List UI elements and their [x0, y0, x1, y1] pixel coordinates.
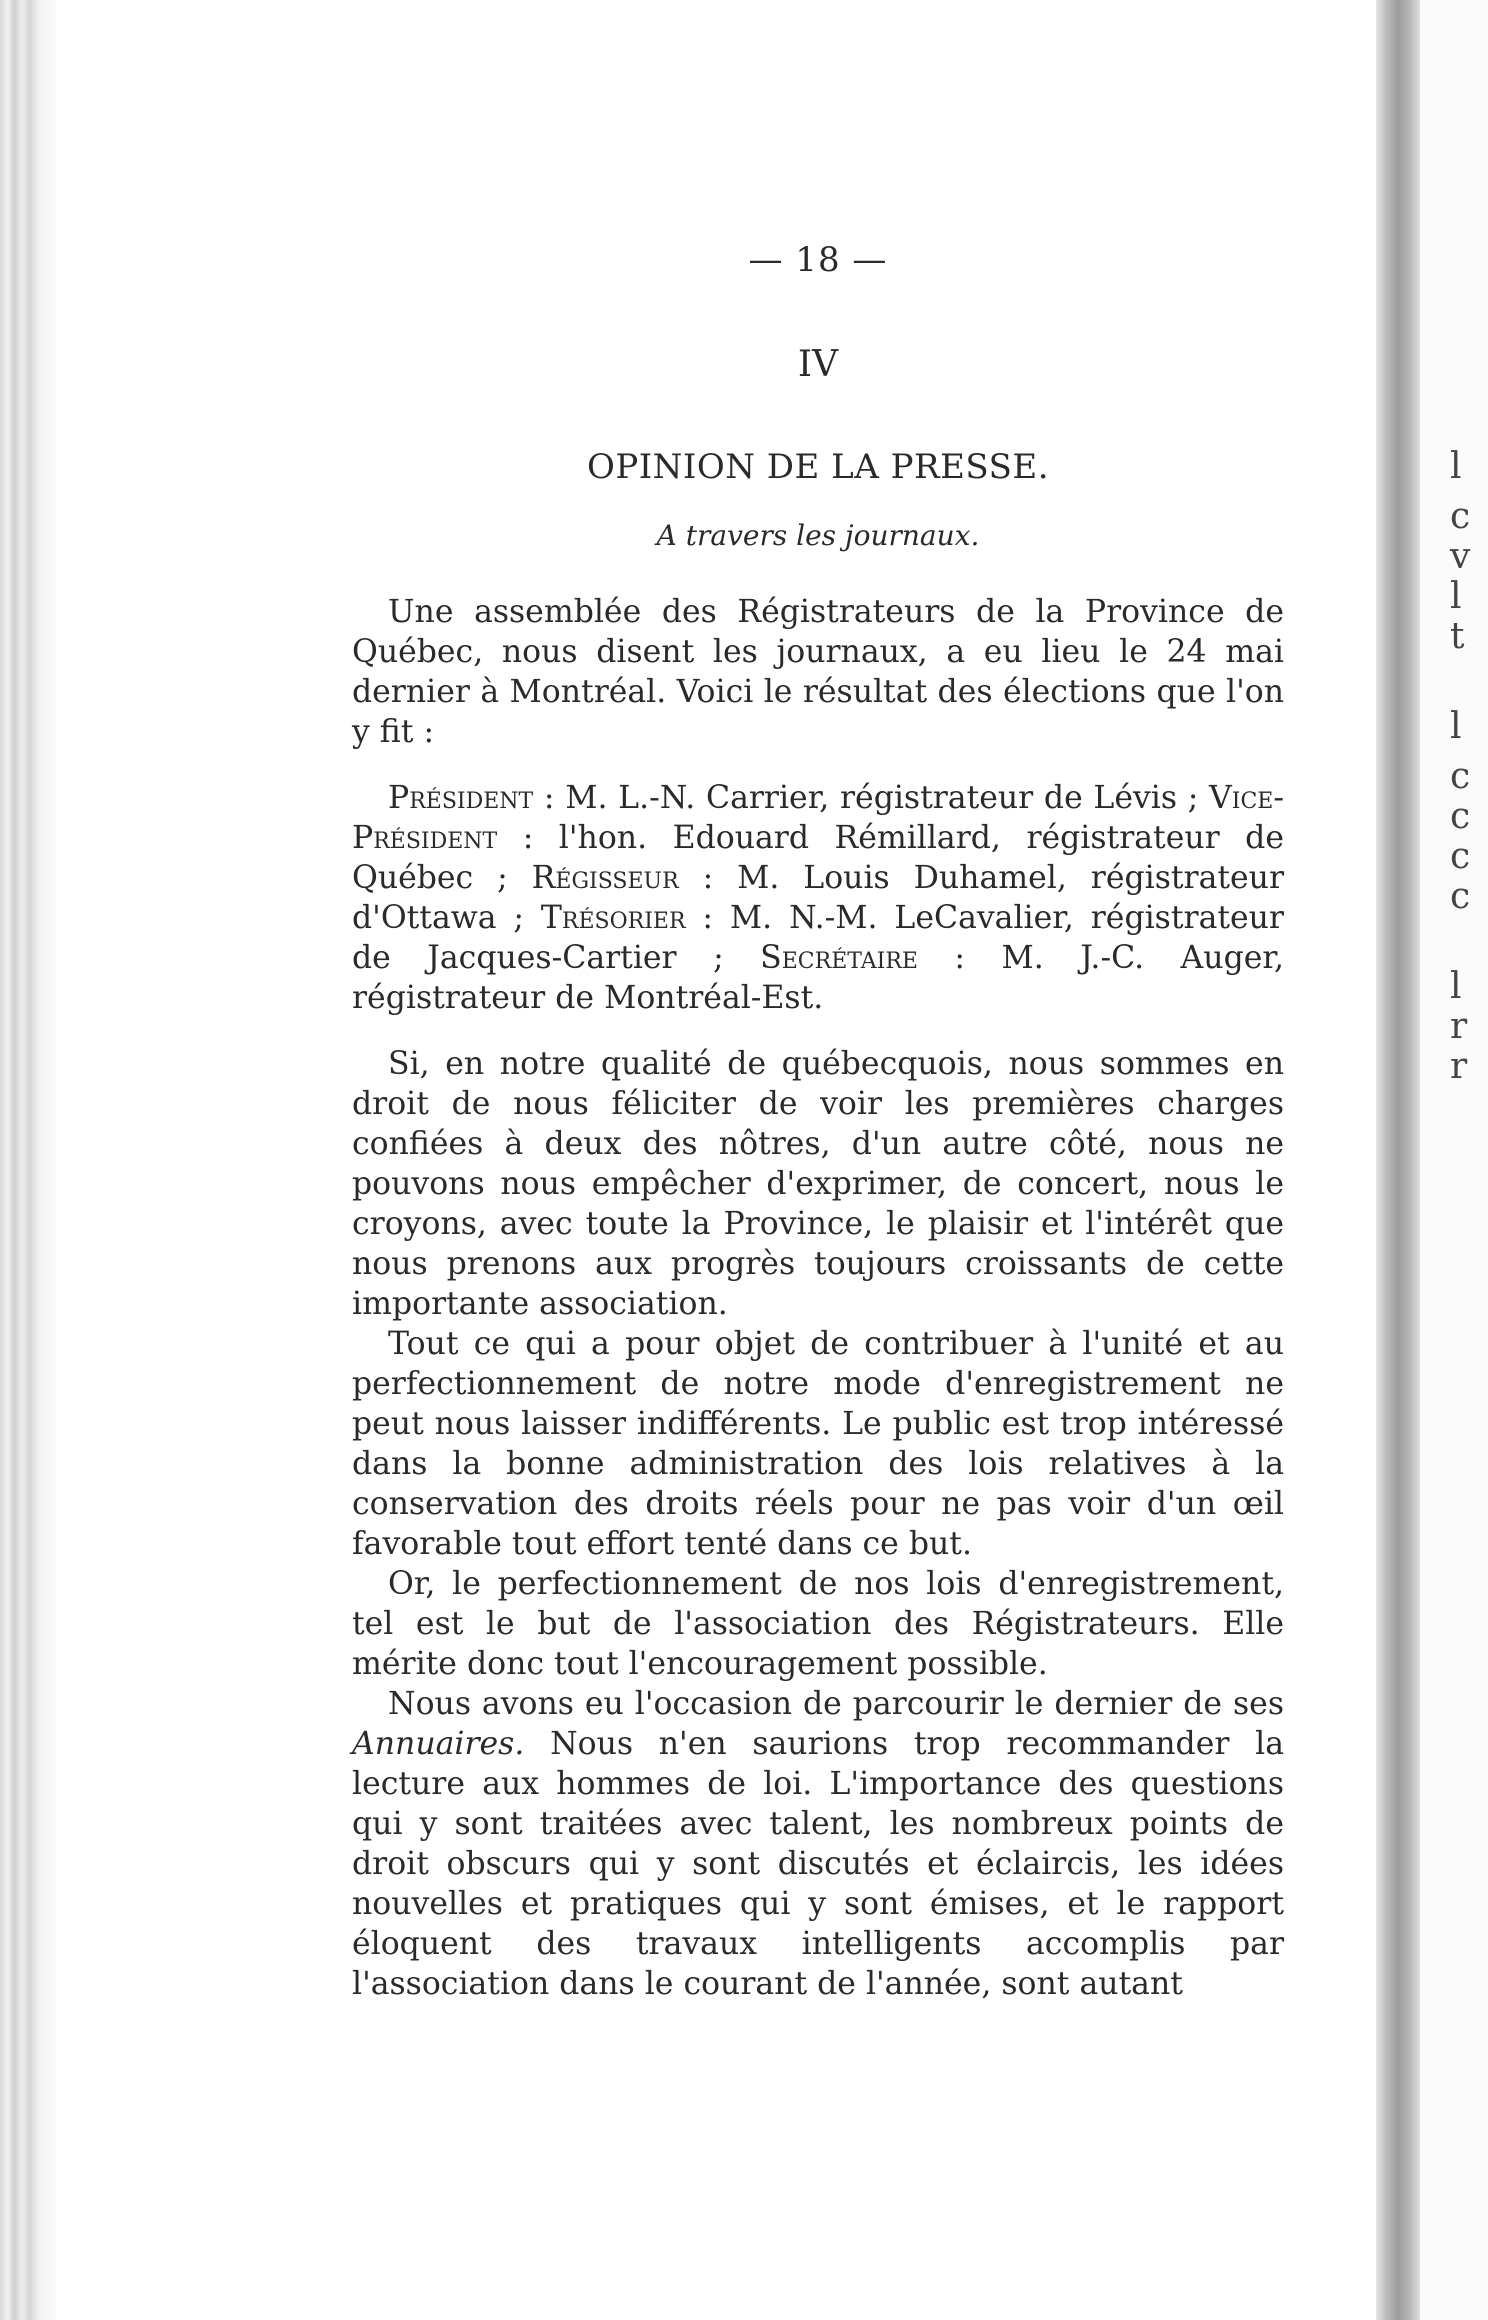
- officer-label-vice-president: Vice-Président: [352, 780, 1284, 856]
- officer-text-vice-president: : l'hon. Edouard Rémillard, régistrateur de Québec ;: [352, 820, 1284, 896]
- section-title: OPINION DE LA PRESSE.: [586, 447, 1050, 487]
- officer-label-regisseur: Régisseur: [531, 860, 679, 896]
- facing-page-letter: l: [1450, 706, 1462, 747]
- officer-text-regisseur: : M. Louis Duhamel, régistrateur d'Ottawa ;: [352, 860, 1285, 936]
- facing-page-letter: r: [1450, 1046, 1468, 1087]
- facing-page-letter: l: [1450, 966, 1462, 1007]
- paragraph-perfectionnement: Or, le perfectionnement de nos lois d'enregistrement, tel est le but de l'association des Régistrateurs. Elle mérite donc tout l'encouragement possible.: [352, 1566, 1284, 1682]
- page-number: — 18 —: [748, 240, 888, 280]
- paragraph-annuaires: [352, 1684, 1284, 2004]
- facing-page-letter: r: [1450, 1006, 1468, 1047]
- facing-page-letter: l: [1450, 576, 1462, 617]
- facing-page-letter: v: [1450, 536, 1471, 577]
- facing-page-edge: [1420, 0, 1488, 2320]
- chapter-number: IV: [797, 344, 839, 385]
- officer-label-president: Président: [388, 780, 534, 816]
- facing-page-letter: c: [1450, 496, 1471, 537]
- facing-page-letter: c: [1450, 876, 1471, 917]
- annuaires-text-start: Nous avons eu l'occasion de parcourir le dernier de ses: [388, 1686, 1284, 1722]
- left-binding-edge: [0, 0, 56, 2320]
- annuaires-italic-title: Annuaires.: [352, 1726, 525, 1762]
- facing-page-letter: t: [1450, 616, 1465, 657]
- section-subtitle: A travers les journaux.: [656, 519, 980, 552]
- paragraph-officers: [352, 778, 1284, 1018]
- officer-text-president: : M. L.-N. Carrier, régistrateur de Lévis ;: [533, 780, 1210, 816]
- paragraph-unite: Tout ce qui a pour objet de contribuer à l'unité et au perfectionnement de notre mode d'enregistrement ne peut nous laisser indifférents. Le public est trop intéressé dans la bonne administration des lois relatives à la conservation des droits réels pour ne pas voir d'un œil favorable tout effort tenté dans ce but.: [352, 1326, 1284, 1562]
- facing-page-letter: c: [1450, 796, 1471, 837]
- page-text-block: [352, 240, 1284, 2004]
- facing-page-letter: c: [1450, 836, 1471, 877]
- paragraph-quebecquois: Si, en notre qualité de québecquois, nous sommes en droit de nous féliciter de voir les premières charges confiées à deux des nôtres, d'un autre côté, nous ne pouvons nous empêcher d'exprimer, de concert, nous le croyons, avec toute la Province, le plaisir et l'intérêt que nous prenons aux progrès toujours croissants de cette importante association.: [352, 1046, 1284, 1322]
- officer-text-tresorier: : M. N.-M. LeCavalier, régistrateur de Jacques-Cartier ;: [352, 900, 1284, 976]
- officer-text-secretaire: : M. J.-C. Auger, régistrateur de Montréal-Est.: [352, 940, 1285, 1016]
- right-gutter-shadow: [1376, 0, 1420, 2320]
- officer-label-secretaire: Secrétaire: [760, 940, 918, 976]
- facing-page-letter: l: [1450, 446, 1462, 487]
- officer-label-tresorier: Trésorier: [540, 900, 686, 936]
- annuaires-text-end: Nous n'en saurions trop recommander la lecture aux hommes de loi. L'importance des questions qui y sont traitées avec talent, les nombreux points de droit obscurs qui y sont discutés et éclaircis, les idées nouvelles et pratiques qui y sont émises, et le rapport éloquent des travaux intelligents accomplis par l'association dans le courant de l'année, sont autant: [352, 1726, 1284, 2002]
- paragraph-assembly: Une assemblée des Régistrateurs de la Province de Québec, nous disent les journaux, a eu lieu le 24 mai dernier à Montréal. Voici le résultat des élections que l'on y fit :: [352, 594, 1284, 750]
- facing-page-letter: c: [1450, 756, 1471, 797]
